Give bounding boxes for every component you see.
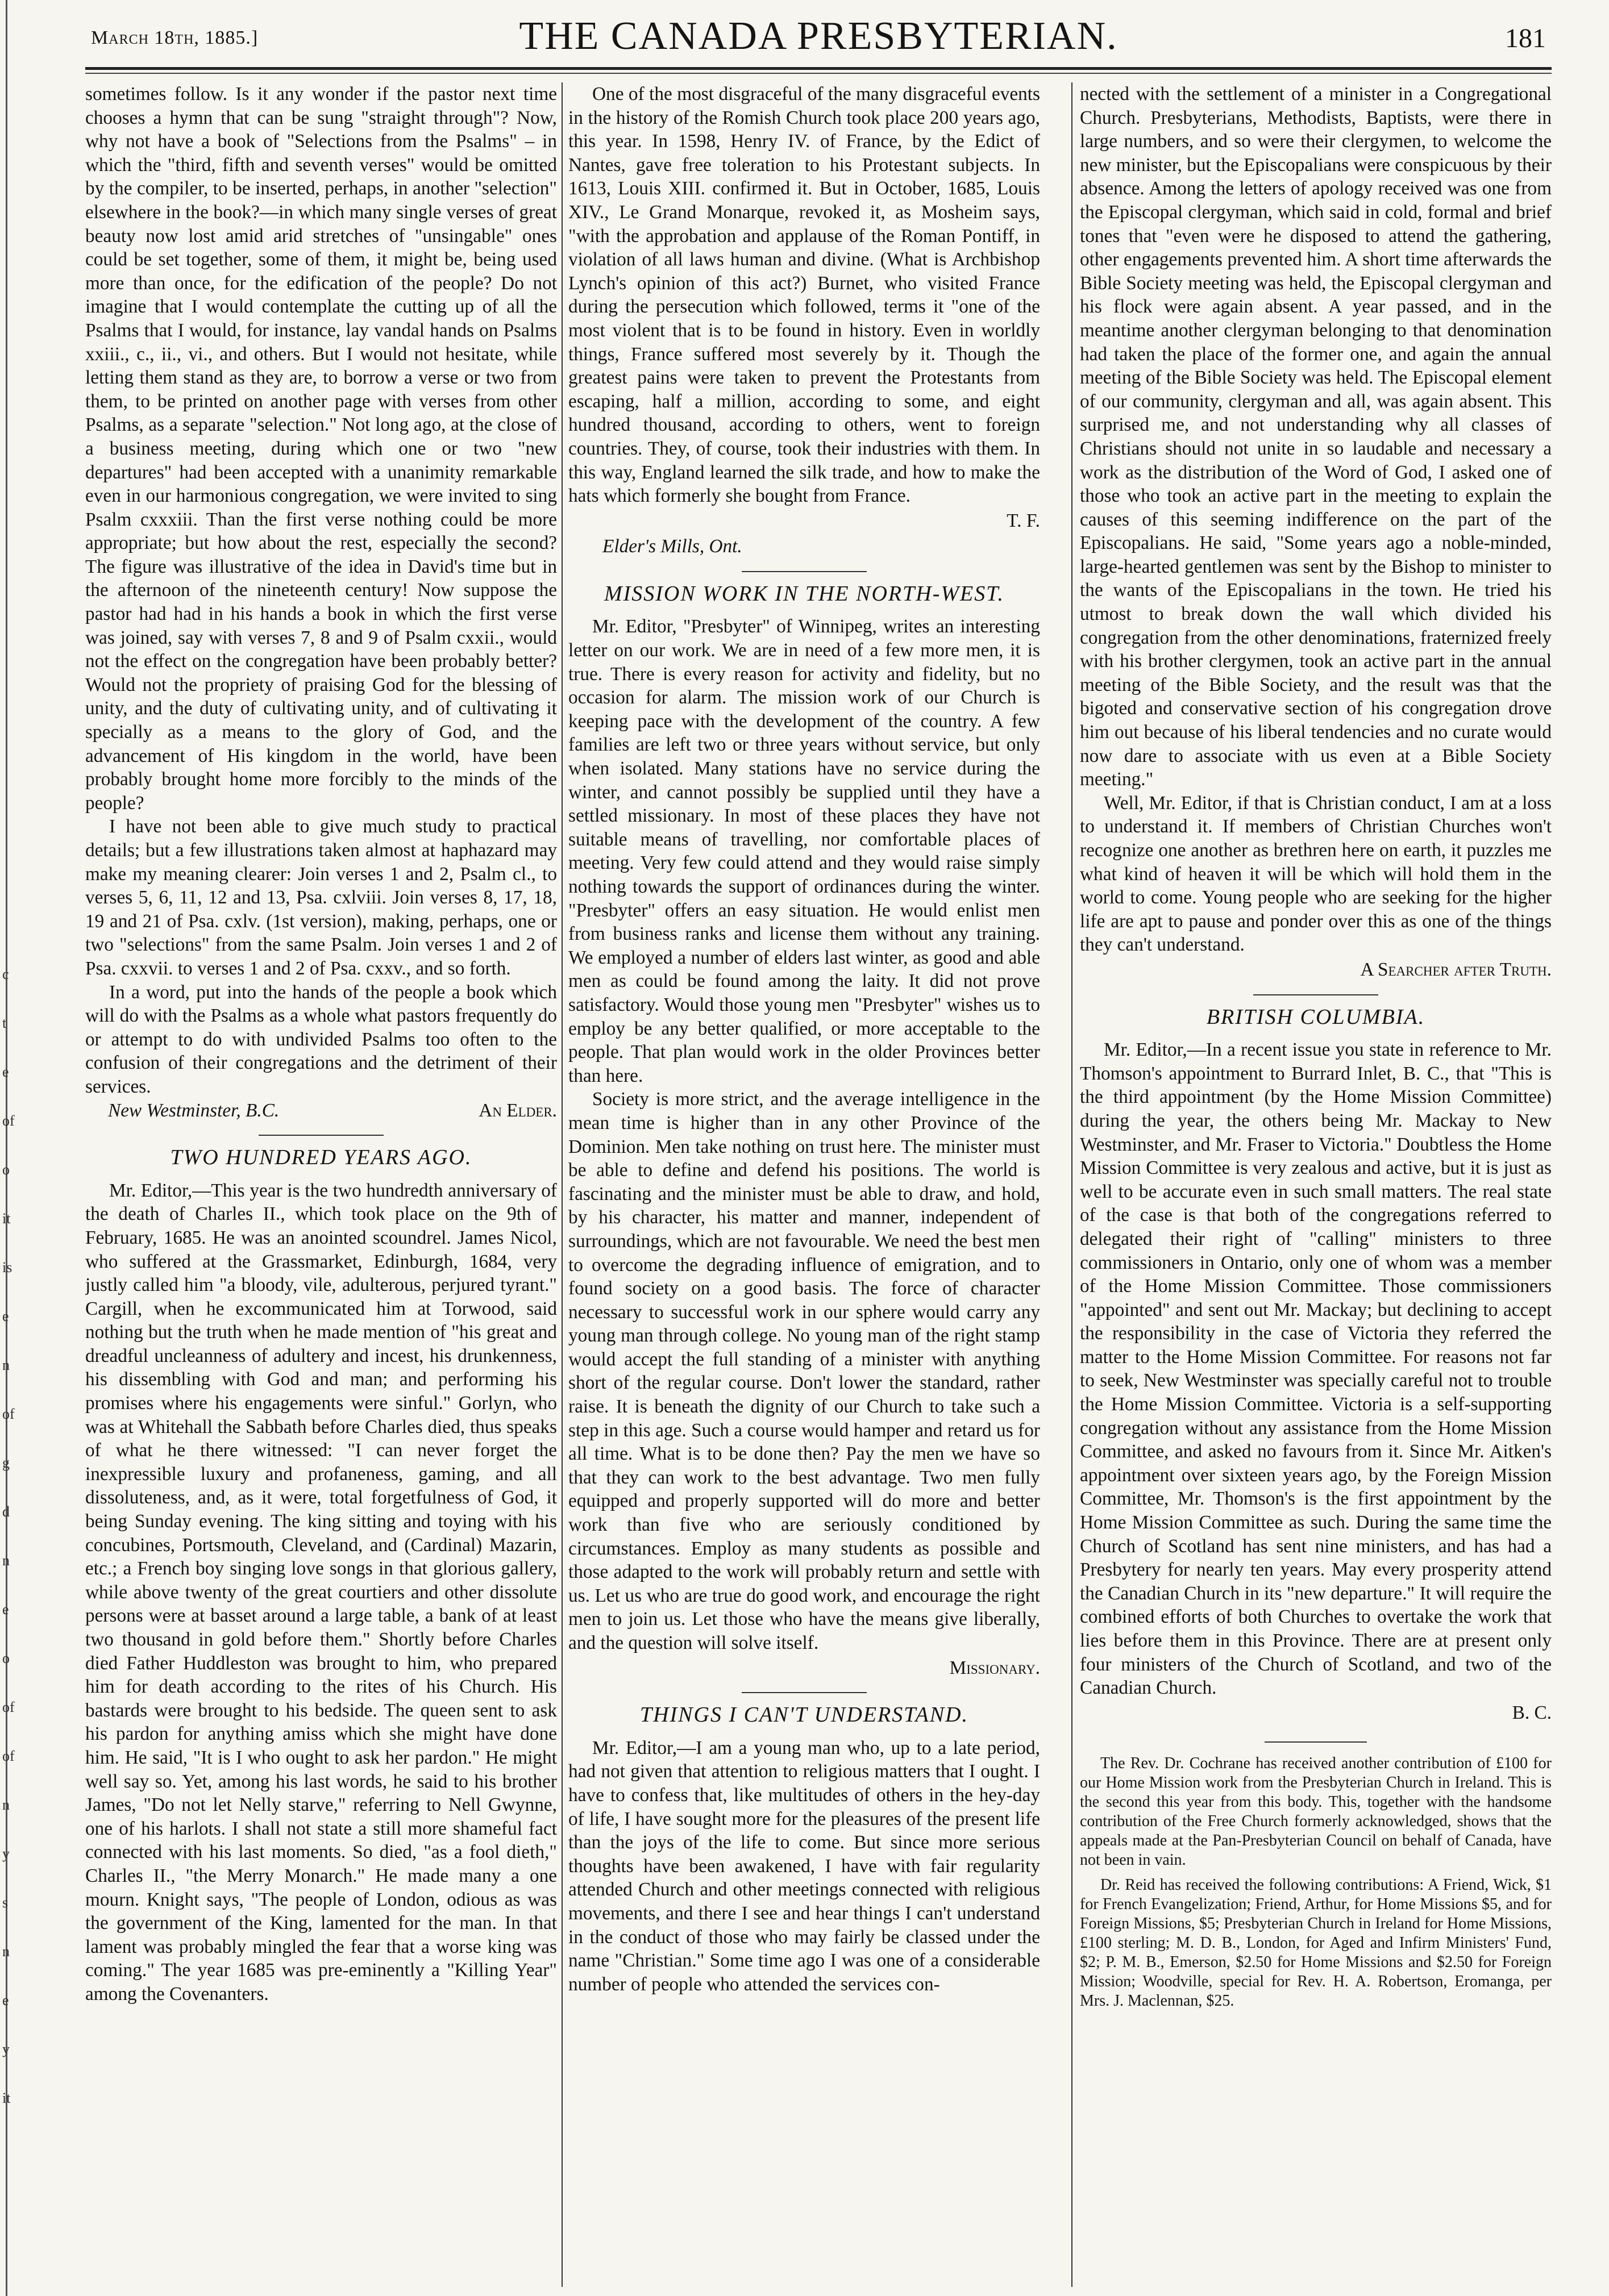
spine-fragment: e: [2, 1601, 9, 1618]
spine-fragment: n: [2, 1797, 10, 1813]
news-notes: [1080, 1741, 1552, 2011]
spine-fragment: s: [2, 1894, 9, 1911]
newspaper-title: THE CANADA PRESBYTERIAN.: [519, 14, 1118, 58]
spine-fragment: of: [2, 1112, 15, 1129]
article-paragraph: Society is more strict, and the average intelligence in the mean time is higher than in any other Province of the Dominion. Men take nothing on trust here. The minister must be able to define and defend his positions. The world is fascinating and the minister must be able to draw, and hold, by his character, his matter and manner, independent of surroundings, which are not favourable. We need the best men to overcome the degrading influence of emigration, and to found society on a good basis. The force of character necessary to successful work in our sphere would carry any young man through college. No young man of the right stamp would accept the full standing of a minister with anything short of the regular course. Don't lower the standard, rather raise. It is beneath the dignity of our Church to take such a step in this age. Such a course would hamper and retard us for all time. What is to be done then? Pay the men we have so that they can work to the best advantage. Two men fully equipped and properly supported will do more and better work than five who are seriously conditioned by circumstances. Employ as many students as possible and those adapted to the work will probably return and settle with us. Let us who are true do good work, and encourage the right men to join us. Let those who have the means give liberally, and the question will solve itself.: [568, 1089, 1040, 1653]
article-paragraph: sometimes follow. Is it any wonder if the pastor next time chooses a hymn that can be sung "straight through"? Now, why not have a book of "Selections from the Psalms" – in which the "third, fifth and seventh verses" would be omitted by the compiler, to be inserted, perhaps, in another "selection" elsewhere in the book?—in which many single verses of great beauty now lost amid arid stretches of "unsingable" ones could be set together, some of them, it might be, being used more than once, for the edification of the people? Do not imagine that I would contemplate the cutting up of all the Psalms that I would, for instance, lay vandal hands on Psalms xxiii., c., ii., vi., and others. But I would not hesitate, while letting them stand as they are, to borrow a verse or two from them, to be printed on another page with verses from other Psalms, as a separate "selection." Not long ago, at the close of a business meeting, during which one or two "new departures" had been accepted with a unanimity remarkable even in our harmonious congregation, we were invited to sing Psalm cxxxiii. Than the first verse nothing could be more appropriate; but how about the rest, especially the second? The figure was illustrative of the idea in David's time but in the afternoon of the nineteenth century! Now suppose the pastor had had in his hands a book in which the first verse was joined, say with verses 7, 8 and 9 of Psalm cxxii., would not the effect on the congregation have been probably better? Would not the propriety of praising God for the blessing of unity, and the duty of cultivating unity, and of cultivating it specially as a means to the glory of God, and the advancement of His kingdom in the world, have been probably brought home more forcibly to the minds of the people?: [85, 84, 557, 814]
signature-name: A Searcher after Truth.: [1360, 959, 1552, 980]
spine-fragment: e: [2, 1064, 9, 1080]
spine-fragment: n: [2, 1357, 10, 1373]
spine-fragment: o: [2, 1161, 10, 1178]
signature-name: B. C.: [1512, 1702, 1552, 1723]
column-rule-1: [562, 82, 563, 2287]
spine-fragment: e: [2, 1992, 9, 2009]
masthead-rule-thin: [85, 73, 1552, 74]
article-paragraph: In a word, put into the hands of the people a book which will do with the Psalms as a whole what pastors frequently do or attempt to do with undivided Psalms too often to the confusion of their congregations and the detriment of their services.: [85, 981, 557, 1097]
spine-fragment: n: [2, 1943, 10, 1960]
news-note: The Rev. Dr. Cochrane has received another contribution of £100 for our Home Mission work from the Presbyterian Church in Ireland. This is the second this year from this body. This, together with the handsome contribution of the Free Church formerly acknowledged, shows that the appeals made at the Pan-Presbyterian Council on behalf of Canada, have not been in vain.: [1080, 1755, 1552, 1869]
article-paragraph: nected with the settlement of a minister in a Congregational Church. Presbyterians, Methodists, Baptists, were there in large numbers, and so were their clergymen, to welcome the new minister, but the Episcopalians were conspicuous by their absence. Among the letters of apology received was one from the Episcopal clergyman, which said in cold, formal and brief tones that "even were he disposed to attend the gathering, other engagements prevented him. A short time afterwards the Bible Society meeting was held, the Episcopal clergyman and his flock were again absent. A year passed, and in the meantime another clergyman belonging to that denomination had taken the place of the former one, and again the annual meeting of the Bible Society was held. The Episcopal element of our community, clergyman and all, was again absent. This surprised me, and not understanding why all classes of Christians should not unite in so laudable and necessary a work as the distribution of the Word of God, I asked one of those who took an active part in the meeting to explain the causes of this seeming indifference on the part of the Episcopalians. He said, "Some years ago a noble-minded, large-hearted gentlemen was sent by the Bishop to minister to the wants of the Episcopalians in the town. He tried his utmost to break down the wall which divided his congregation from the other denominations, fraternized freely with his brother clergymen, took an active part in the annual meeting of the Bible Society, and the result was that the bigoted and conservative section of his congregation drove him out because of his liberal tendencies and no curate would now dare to associate with us even at a Bible Society meeting.": [1080, 84, 1552, 790]
signature-name: T. F.: [1007, 510, 1040, 531]
spine-fragment: of: [2, 1748, 15, 1764]
spine-fragment: y: [2, 1845, 10, 1862]
spine-fragment: is: [2, 1259, 13, 1276]
issue-date: March 18th, 1885.]: [91, 27, 259, 48]
bleed-through-spine: [0, 80, 23, 2284]
signature-place: Elder's Mills, Ont.: [602, 536, 742, 557]
spine-fragment: n: [2, 1552, 10, 1569]
article-paragraph: Mr. Editor,—I am a young man who, up to a late period, had not given that attention to religious matters that I ought. I have to confess that, like multitudes of others in the hey-day of life, I have sought more for the pleasures of the present life than the joys of the life to come. But since more serious thoughts have been awakened, I have with fair regularity attended Church and other meetings connected with religious movements, and there I see and hear things I can't understand in the conduct of those who may fairly be classed under the name "Christian." Some time ago I was one of a considerable number of people who attended the services con-: [568, 1737, 1040, 1995]
spine-fragment: of: [2, 1699, 15, 1715]
page-number: 181: [1505, 23, 1546, 53]
spine-fragment: it: [2, 1210, 11, 1227]
signature-name: An Elder.: [479, 1099, 557, 1121]
article-paragraph: I have not been able to give much study to practical details; but a few illustrations taken almost at haphazard may make my meaning clearer: Join verses 1 and 2, Psalm cl., to verses 5, 6, 11, 12 and 13, Psa. cxlviii. Join verses 8, 17, 18, 19 and 21 of Psa. cxlv. (1st version), making, perhaps, one or two "selections" from the same Psalm. Join verses 1 and 2 of Psa. cxxvii. to verses 1 and 2 of Psa. cxxv., and so forth.: [85, 816, 557, 979]
spine-fragment: it: [2, 2090, 11, 2106]
article-paragraph: Mr. Editor,—In a recent issue you state in reference to Mr. Thomson's appointment to Burrard Inlet, B. C., that "This is the third appointment (by the Home Mission Committee) during the year, the others being Mr. Mackay to New Westminster, and Mr. Fraser to Victoria." Doubtless the Home Mission Committee is very zealous and active, but it is just as well to be accurate even in such small matters. The real state of the case is that both of the congregations referred to delegated their right of "calling" ministers to three commissioners in Ontario, only one of whom was a member of the Home Mission Committee. Those commissioners "appointed" and sent out Mr. Mackay; but declining to accept the responsibility in the case of Victoria they referred the matter to the Home Mission Committee. For reasons not far to seek, New Westminster was specially careful not to trouble the Home Mission Committee. Victoria is a self-supporting congregation without any assistance from the Home Mission Committee, and asked no favours from it. Since Mr. Aitken's appointment over sixteen years ago, by the Foreign Mission Committee, Mr. Thomson's is the first appointment by the Home Mission Committee as such. During the same time the Church of Scotland has sent nine ministers, and has had a Presbytery for nearly ten years. May every prosperity attend the Canadian Church in its "new departure." It will require the combined efforts of both Churches to overtake the work that lies before them in this Province. There are at present only four ministers of the Church of Scotland, and two of the Canadian Church.: [1080, 1039, 1552, 1699]
spine-fragment: o: [2, 1650, 10, 1666]
spine-fragment: d: [2, 1503, 10, 1520]
column-2: [568, 82, 1040, 2287]
masthead-rule: [85, 67, 1552, 70]
article-paragraph: Mr. Editor, "Presbyter" of Winnipeg, writes an interesting letter on our work. We are in need of a few more men, it is true. There is every reason for activity and fidelity, but no occasion for alarm. The mission work of our Church is keeping pace with the development of the country. A few families are left two or three years without service, but only when isolated. Many stations have no service during the winter, and cannot possibly be supplied until they have a settled missionary. In most of these places they have not suitable means of travelling, nor comfortable places of meeting. Very few could attend and they would raise simply nothing towards the support of ordinances during the winter. "Presbyter" offers an easy situation. He would enlist men from business ranks and license them without any training. We employed a number of elders last winter, as good and able men as could be found among the laity. It did not prove satisfactory. Would those young men "Presbyter" wishes us to employ be any better qualified, or more acceptable to the people. That plan would work in the older Provinces better than here.: [568, 616, 1040, 1086]
article-heading: THINGS I CAN'T UNDERSTAND.: [568, 1692, 1040, 1727]
article-paragraph: Well, Mr. Editor, if that is Christian conduct, I am at a loss to understand it. If members of Christian Churches won't recognize one another as brethren here on earth, it puzzles me what kind of heaven it will be which will hold them in the world to come. Young people who are seeking for the higher life are apt to pause and ponder over this as one of the things they can't understand.: [1080, 792, 1552, 956]
article-heading: MISSION WORK IN THE NORTH-WEST.: [568, 571, 1040, 606]
article-paragraph: Mr. Editor,—This year is the two hundredth anniversary of the death of Charles II., which took place on the 9th of February, 1685. He was an anointed scoundrel. James Nicol, who suffered at the Grassmarket, Edinburgh, 1684, very justly called him "a bloody, vile, adulterous, perjured tyrant." Cargill, when he excommunicated him at Torwood, said nothing but the truth when he made mention of "his great and dreadful uncleanness of adultery and incest, his drunkenness, his dissembling with God and man; and performing his promises where his engagements were sinful." Gorlyn, who was at Whitehall the Sabbath before Charles died, thus speaks of what he there witnessed: "I can never forget the inexpressible luxury and profaneness, gaming, and all dissoluteness, and, as it were, total forgetfulness of God, it being Sunday evening. The king sitting and toying with his concubines, Portsmouth, Cleveland, and (Cardinal) Mazarin, etc.; a French boy singing love songs in that glorious gallery, while above twenty of the great courtiers and other dissolute persons were at basset around a large table, a bank of at least two thousand in gold before them." Shortly before Charles died Father Huddleston was brought to him, who prepared him for death according to the rites of his Church. His bastards were brought to his bedside. The queen sent to ask his pardon for anything amiss which she might have done him. He said, "It is I who ought to ask her pardon." He might well say so. Yet, among his last words, he said to his brother James, "Do not let Nelly starve," referring to Nell Gwynne, one of his harlots. I shall not state a still more shameful fact connected with his last moments. So died, "as a fool dieth," Charles II., "the Merry Monarch." He made many a one mourn. Knight says, "The people of London, odious as was the government of the King, lamented for the man. In that lament was probably mingled the fear that a worse king was coming." The year 1685 was pre-eminently a "Killing Year" among the Covenanters.: [85, 1180, 557, 2005]
masthead: [85, 10, 1552, 62]
column-3: [1080, 82, 1552, 2287]
article-heading: TWO HUNDRED YEARS AGO.: [85, 1135, 557, 1170]
spine-fragment: g: [2, 1455, 10, 1471]
article-paragraph: One of the most disgraceful of the many disgraceful events in the history of the Romish Church took place 200 years ago, this year. In 1598, Henry IV. of France, by the Edict of Nantes, gave free toleration to his Protestant subjects. In 1613, Louis XIII. confirmed it. But in October, 1685, Louis XIV., Le Grand Monarque, revoked it, as Mosheim says, "with the approbation and applause of the Roman Pontiff, in violation of all laws human and divine. (What is Archbishop Lynch's opinion of this act?) Burnet, who visited France during the persecution which followed, terms it "one of the most violent that is to be found in history. Even in worldly things, France suffered most severely by it. Though the greatest pains were taken to prevent the Protestants from escaping, half a million, according to some, and eight hundred thousand, according to others, went to foreign countries. They, of course, took their industries with them. In this way, England learned the silk trade, and how to make the hats which formerly she bought from France.: [568, 84, 1040, 507]
signature-place: New Westminster, B.C.: [108, 1099, 280, 1121]
column-1: [85, 82, 557, 2287]
column-rule-2: [1071, 82, 1072, 2287]
news-note: Dr. Reid has received the following contributions: A Friend, Wick, $1 for French Evangelization; Friend, Arthur, for Home Missions $5, and for Foreign Missions, $5; Presbyterian Church in Ireland for Home Missions, £100 sterling; M. D. B., London, for Aged and Infirm Ministers' Fund, $2; P. M. B., Emerson, $2.50 for Home Missions and $2.50 for Foreign Mission; Woodville, special for Rev. H. A. Robertson, Eromanga, per Mrs. J. Maclennan, $25.: [1080, 1876, 1552, 2010]
spine-fragment: y: [2, 2041, 10, 2057]
spine-fragment: c: [2, 966, 9, 982]
spine-fragment: e: [2, 1308, 9, 1324]
article-signature: [85, 1099, 557, 1123]
spine-fragment: of: [2, 1406, 15, 1422]
spine-fragment: t: [2, 1015, 7, 1031]
signature-name: Missionary.: [949, 1657, 1040, 1678]
article-heading: BRITISH COLUMBIA.: [1080, 994, 1552, 1030]
